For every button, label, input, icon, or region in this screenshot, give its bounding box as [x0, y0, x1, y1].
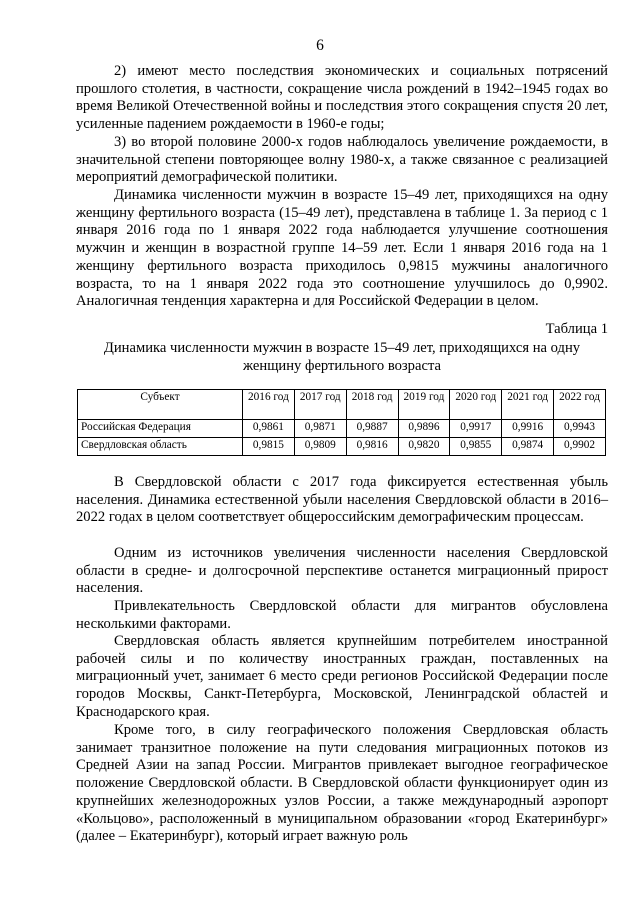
table-cell: 0,9916	[502, 420, 554, 438]
header-year: 2021 год	[502, 390, 554, 420]
table-cell: 0,9815	[243, 438, 295, 456]
table-row	[78, 420, 606, 438]
table-caption: Динамика численности мужчин в возрасте 15–49 лет, приходящихся на одну женщину фертильного возраста	[103, 340, 581, 374]
table-cell: 0,9861	[243, 420, 295, 438]
paragraph-dynamics: Динамика численности мужчин в возрасте 15–49 лет, приходящихся на одну женщину фертильного возраста (15–49 лет), представлена в таблице 1. За период с 1 января 2016 года по 1 января 2022 года наблюдается улучшение соотношения мужчин и женщин в возрастной группе 14–59 лет. Если 1 января 2016 года на 1 женщину фертильного возраста приходилось 0,9815 мужчины аналогичного возраста, то на 1 января 2022 года это соотношение улучшилось до 0,9902. Аналогичная тенденция характерна и для Российской Федерации в целом.	[76, 187, 608, 310]
table-cell: 0,9943	[554, 420, 606, 438]
table-cell: 0,9887	[346, 420, 398, 438]
header-year: 2019 год	[398, 390, 450, 420]
table-cell-subject: Свердловская область	[78, 438, 243, 456]
page-number: 6	[316, 37, 324, 54]
header-subject: Субъект	[78, 390, 243, 420]
paragraph-transit-position: Кроме того, в силу географического положения Свердловская область занимает транзитное положение на пути следования миграционных потоков из Средней Азии на запад России. Мигрантов привлекает выгодное географическое положение Свердловской области. В Свердловской области функционирует один из крупнейших железнодорожных узлов России, а также международный аэропорт «Кольцово», расположенный в муниципальном образовании «город Екатеринбург» (далее – Екатеринбург), который играет важную роль	[76, 722, 608, 845]
paragraph-consequences: 2) имеют место последствия экономических и социальных потрясений прошлого столетия, в частности, сокращение числа рождений в 1942–1945 годах во время Великой Отечественной войны и последствия этого сокращения спустя 20 лет, усиленные падением рождаемости в 1960-е годы;	[76, 63, 608, 133]
table-cell: 0,9871	[294, 420, 346, 438]
header-year: 2018 год	[346, 390, 398, 420]
paragraph-foreign-labor: Свердловская область является крупнейшим потребителем иностранной рабочей силы и по количеству иностранных граждан, поставленных на миграционный учет, занимает 6 место среди регионов Российской Федерации после городов Москвы, Санкт-Петербурга, Московской, Ленинградской областей и Краснодарского края.	[76, 633, 608, 720]
men-per-woman-table	[77, 389, 606, 456]
paragraph-attractiveness: Привлекательность Свердловской области для мигрантов обусловлена несколькими факторами.	[76, 598, 608, 632]
table-cell: 0,9809	[294, 438, 346, 456]
table-cell: 0,9855	[450, 438, 502, 456]
table-label: Таблица 1	[545, 321, 608, 337]
paragraph-birth-rate: 3) во второй половине 2000-х годов наблюдалось увеличение рождаемости, в значительной степени повторяющее волну 1980-х, а также связанное с реализацией мероприятий демографической политики.	[76, 134, 608, 186]
paragraph-migration-growth: Одним из источников увеличения численности населения Свердловской области в средне- и долгосрочной перспективе останется миграционный прирост населения.	[76, 545, 608, 597]
table-cell: 0,9917	[450, 420, 502, 438]
table-cell-subject: Российская Федерация	[78, 420, 243, 438]
table-cell: 0,9902	[554, 438, 606, 456]
table-cell: 0,9820	[398, 438, 450, 456]
table-cell: 0,9874	[502, 438, 554, 456]
header-year: 2020 год	[450, 390, 502, 420]
paragraph-natural-decline: В Свердловской области с 2017 года фиксируется естественная убыль населения. Динамика естественной убыли населения Свердловской области в 2016–2022 годах в целом соответствует общероссийским демографическим процессам.	[76, 474, 608, 526]
table-header-row	[78, 390, 606, 420]
table-cell: 0,9896	[398, 420, 450, 438]
table-row	[78, 438, 606, 456]
header-year: 2022 год	[554, 390, 606, 420]
table-cell: 0,9816	[346, 438, 398, 456]
header-year: 2017 год	[294, 390, 346, 420]
header-year: 2016 год	[243, 390, 295, 420]
